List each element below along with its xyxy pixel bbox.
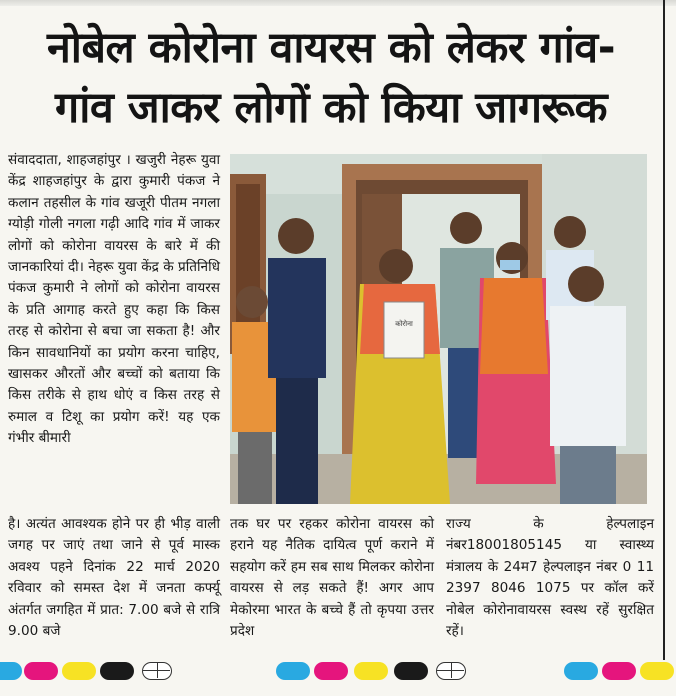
previous-article-strip <box>0 0 676 6</box>
yellow-mark <box>640 662 674 680</box>
registration-crosshair-icon <box>436 662 466 680</box>
news-photo <box>230 154 647 504</box>
color-registration-marks-right <box>560 660 676 682</box>
magenta-mark <box>602 662 636 680</box>
headline <box>0 18 662 138</box>
cyan-mark <box>564 662 598 680</box>
color-registration-marks-center <box>276 660 476 682</box>
magenta-mark <box>24 662 58 680</box>
yellow-mark <box>62 662 96 680</box>
poster-text: कोरोना <box>395 320 413 328</box>
black-mark <box>100 662 134 680</box>
magenta-mark <box>314 662 348 680</box>
color-registration-marks-left <box>0 660 190 682</box>
column-rule <box>663 0 665 660</box>
cyan-mark <box>276 662 310 680</box>
black-mark <box>394 662 428 680</box>
cyan-mark <box>0 662 22 680</box>
article-column-2: तक घर पर रहकर कोरोना वायरस को हराने यह नैतिक दायित्व पूर्ण कराने में सहयोग करें हम सब साथ मिलकर कोरोना वायरस से लड़ सकते हैं! अगर आप मेकोरमा भारत के बच्चे हैं तो कृपया उत्तर प्रदेश <box>230 516 434 640</box>
headline-line-2: गांव जाकर लोगों को किया जागरूक <box>55 83 607 133</box>
headline-line-1: नोबेल कोरोना वायरस को लेकर गांव- <box>46 23 616 73</box>
yellow-mark <box>354 662 388 680</box>
registration-crosshair-icon <box>142 662 172 680</box>
article-column-1-bottom: है। अत्यंत आवश्यक होने पर ही भीड़ वाली जगह पर जाएं तथा जाने से पूर्व मास्क अवश्य पहने दिनांक 22 मार्च 2020 रविवार को समस्त देश में जनता कर्फ्यू अंतर्गत जगहित में प्रात: 7.00 बजे से रात्रि 9.00 बजे <box>8 516 220 640</box>
article-column-1-top: संवाददाता, शाहजहांपुर । खजुरी नेहरू युवा केंद्र शाहजहांपुर के द्वारा कुमारी पंकज ने कलान तहसील के गांव खजूरी पीतम नगला ग्योड़ी गोली नगला गढ़ी आदि गांव में जाकर लोगों को कोरोना वायरस के बारे में की जानकारियां दी। नेहरू युवा केंद्र के प्रतिनिधि पंकज कुमारी ने लोगों को कोरोना वायरस के प्रति आगाह करते हुए कहा कि किस तरह से कोरोना से बचा जा सकता है! और किन सावधानियों का प्रयोग करना चाहिए, खासकर औरतों और बच्चों को बताया कि किस तरीके से हाथ धोएं व किस तरह से रुमाल व टिशू का प्रयोग करें! यह एक गंभीर बीमारी <box>8 152 220 447</box>
article-column-3: राज्य के हेल्पलाइन नंबर18001805145 या स्वास्थ्य मंत्रालय के 24म7 हेल्पलाइन नंबर 0 11 2397 8046 1075 पर कॉल करें नोबेल कोरोनावायरस स्वस्थ रहें सुरक्षित रहें। <box>446 516 654 640</box>
